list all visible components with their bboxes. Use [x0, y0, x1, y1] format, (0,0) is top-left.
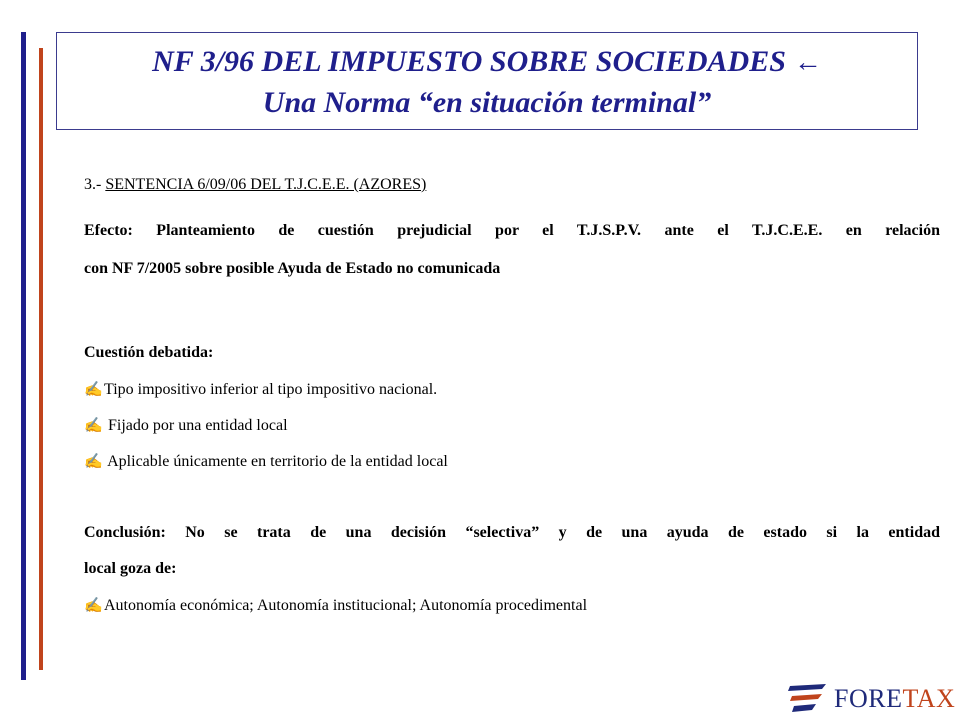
- writing-hand-icon: ✍: [84, 418, 103, 434]
- cuestion-item-3: [84, 452, 448, 471]
- slide-subtitle: Una Norma “en situación terminal”: [262, 86, 712, 119]
- writing-hand-icon: ✍: [84, 598, 103, 614]
- cuestion-item-2-text: Fijado por una entidad local: [104, 417, 288, 434]
- cuestion-heading: Cuestión debatida:: [84, 344, 214, 361]
- foretax-logo: [786, 678, 956, 718]
- cuestion-item-1-text: Tipo impositivo inferior al tipo impositivo nacional.: [104, 381, 438, 398]
- efecto-line-2: con NF 7/2005 sobre posible Ayuda de Estado no comunicada: [84, 260, 501, 277]
- slide-title-box: [56, 32, 918, 130]
- left-arrow-icon: ←: [793, 47, 822, 78]
- conclusion-item-text: Autonomía económica; Autonomía institucional; Autonomía procedimental: [104, 597, 588, 614]
- left-accent-bar-red: [39, 48, 43, 670]
- cuestion-item-3-text: Aplicable únicamente en territorio de la entidad local: [104, 453, 448, 470]
- slide-title-text: NF 3/96 DEL IMPUESTO SOBRE SOCIEDADES: [152, 45, 786, 78]
- section-heading: [84, 176, 426, 194]
- conclusion-item: [84, 596, 587, 615]
- section-number: 3.-: [84, 176, 106, 193]
- cuestion-item-1: [84, 380, 437, 399]
- foretax-logo-mark: [786, 678, 830, 718]
- section-title: SENTENCIA 6/09/06 DEL T.J.C.E.E. (AZORES): [105, 176, 427, 193]
- slide-title-line1: [57, 42, 917, 83]
- conclusion-line-1: Conclusión: No se trata de una decisión “selectiva” y de una ayuda de estado si la entidad: [84, 524, 940, 541]
- writing-hand-icon: ✍: [84, 454, 103, 470]
- foretax-logo-text: FORETAX: [834, 684, 956, 713]
- efecto-line-1: Efecto: Planteamiento de cuestión prejudicial por el T.J.S.P.V. ante el T.J.C.E.E. en relación: [84, 222, 940, 239]
- writing-hand-icon: ✍: [84, 382, 103, 398]
- left-accent-bar-blue: [21, 32, 26, 680]
- conclusion-line-2: local goza de:: [84, 560, 177, 577]
- cuestion-item-2: [84, 416, 288, 435]
